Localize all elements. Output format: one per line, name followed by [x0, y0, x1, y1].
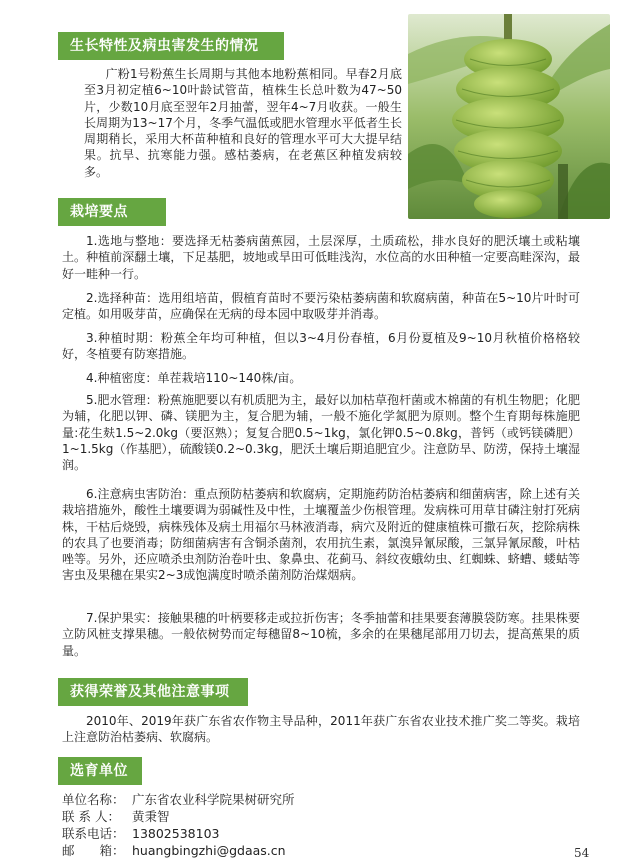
contact-email-row — [62, 842, 286, 859]
section-heading-breeder: 选育单位 — [58, 757, 142, 785]
cultivation-point-1: 1.选地与整地：要选择无枯萎病菌蕉园，土层深厚，土质疏松，排水良好的肥沃壤土或粘壤土。种植前深翻土壤，下足基肥，坡地或旱田可低畦浅沟，水位高的水田种植一定要高畦深沟，最好一畦种一行。 — [62, 234, 580, 281]
cultivation-point-5: 5.肥水管理：粉蕉施肥要以有机质肥为主，最好以加枯草孢杆菌或木棉菌的有机生物肥；化肥为辅，化肥以钾、磷、镁肥为主，复合肥为辅，一般不施化学氮肥为原则。整个生育期每株施肥量:花生麸1.5~2.0kg（要沤熟）；复复合肥0.5~1kg，氯化钾0.5~0.8kg，普钙（或钙镁磷肥）1~1.5kg（作基肥），硫酸镁0.2~0.3kg，肥沃土壤后期追肥宜少。注意防旱、防涝，保持土壤湿润。 — [62, 393, 580, 473]
section-heading-honors: 获得荣誉及其他注意事项 — [58, 678, 248, 706]
contact-person-value: 黄秉智 — [132, 809, 170, 824]
contact-person-label: 联 系 人： — [62, 809, 120, 824]
cultivation-point-2: 2.选择种苗：选用组培苗，假植育苗时不要污染枯萎病菌和软腐病菌，种苗在5~10片叶时可定植。如用吸芽苗，应确保在无病的母本园中取吸芽并消毒。 — [62, 291, 580, 322]
contact-phone-row — [62, 825, 219, 842]
cultivation-point-6: 6.注意病虫害防治：重点预防枯萎病和软腐病，定期施药防治枯萎病和细菌病害，除上述有关栽培措施外，酸性土壤要调为弱碱性及中性，土壤覆盖少伤根管理。发病株可用草甘磷注射打死病株，干枯后烧毁，病株残体及病土用福尔马林液消毒，病穴及附近的健康植株可撒石灰，挖除病株的农具了也要消毒；防细菌病害有含铜杀菌剂，农用抗生素，氯溴异氰尿酸，三氯异氰尿酸，叶枯唑等。另外，还应喷杀虫剂防治卷叶虫、象鼻虫、花蓟马、斜纹夜蛾幼虫、红蜘蛛、蛴螬、蝼蛄等害虫及果穗在果实2~3成饱满度时喷杀菌剂防治煤烟病。 — [62, 487, 580, 583]
cultivation-point-4: 4.种植密度：单茬栽培110~140株/亩。 — [86, 371, 302, 385]
banana-bunch-photo — [408, 14, 610, 219]
cultivation-point-7: 7.保护果实：接触果穗的叶柄要移走或拉折伤害；冬季抽蕾和挂果要套薄膜袋防寒。挂果株要立防风桩支撑果穗。一般依树势而定每穗留8~10梳，多余的在果穗尾部用刀切去，提高蕉果的质量。 — [62, 611, 580, 658]
section-heading-growth: 生长特性及病虫害发生的情况 — [58, 32, 284, 60]
contact-email-value[interactable]: huangbingzhi@gdaas.cn — [132, 843, 286, 858]
page-number: 54 — [574, 846, 590, 860]
contact-phone-value: 13802538103 — [132, 826, 220, 841]
growth-paragraph: 广粉1号粉蕉生长周期与其他本地粉蕉相同。早春2月底至3月初定植6~10叶龄试管苗，植株生长总叶数为47~50片，少数10月底至翌年2月抽蕾，翌年4~7月收获。一般生长周期为13~17个月，冬季气温低或肥水管理水平低者生长周期稍长，采用大杯苗种植和良好的管理水平可大大提早结果。抗旱、抗寒能力强。感枯萎病，在老蕉区种植发病较多。 — [84, 67, 402, 179]
cultivation-point-3: 3.种植时期：粉蕉全年均可种植，但以3~4月份春植，6月份夏植及9~10月秋植价格格较好，冬植要有防寒措施。 — [62, 331, 580, 362]
contact-phone-label: 联系电话： — [62, 826, 125, 841]
breeder-unit-value: 广东省农业科学院果树研究所 — [132, 792, 295, 807]
section-heading-cultivation: 栽培要点 — [58, 198, 166, 226]
breeder-unit-row — [62, 791, 295, 808]
honors-paragraph: 2010年、2019年获广东省农作物主导品种，2011年获广东省农业技术推广奖二等奖。栽培上注意防治枯萎病、软腐病。 — [62, 714, 580, 745]
contact-email-label: 邮 箱： — [62, 843, 125, 858]
contact-person-row — [62, 808, 170, 825]
breeder-unit-label: 单位名称： — [62, 792, 125, 807]
